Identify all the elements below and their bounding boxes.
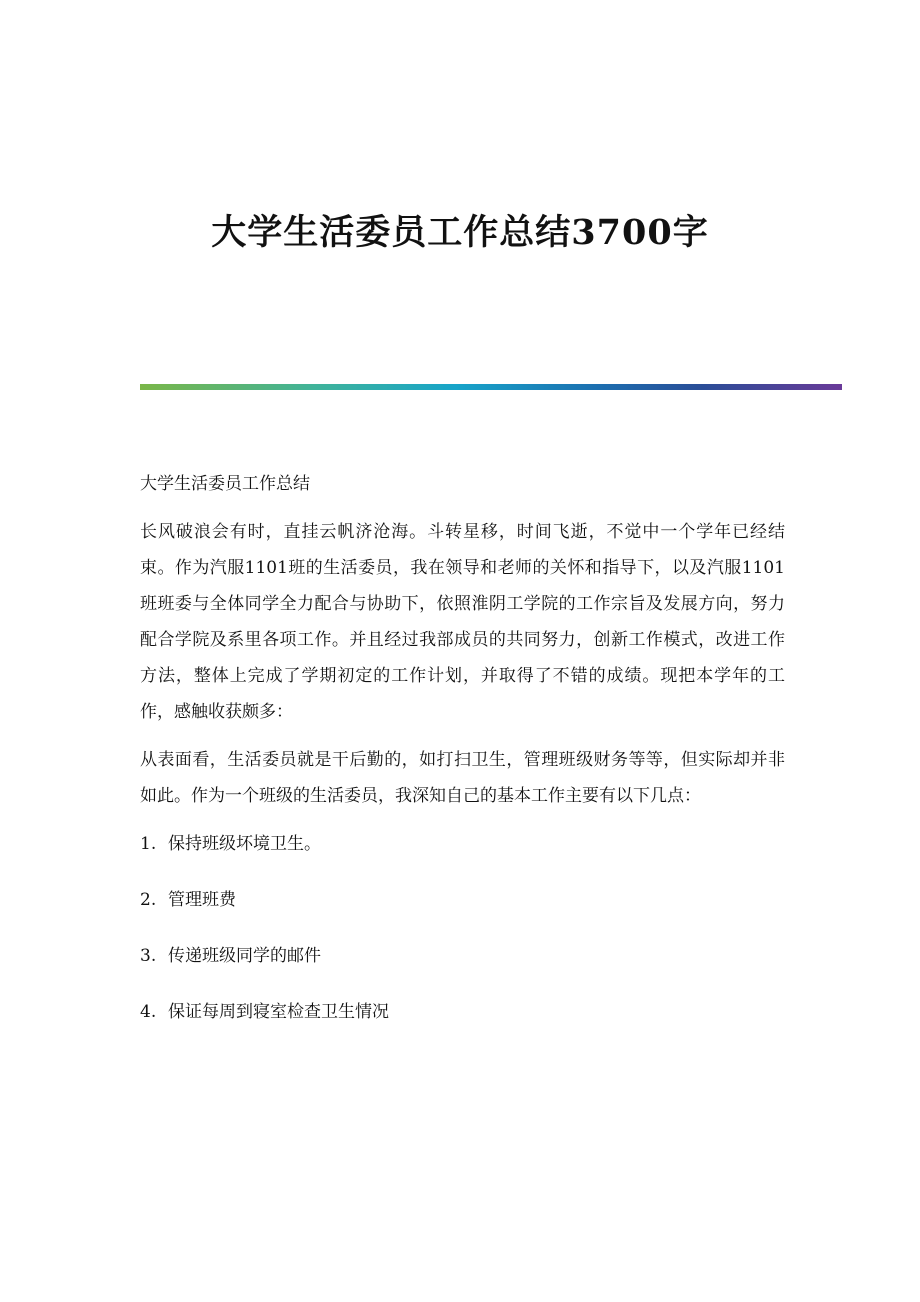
paragraph-duties: 从表面看，生活委员就是干后勤的，如打扫卫生，管理班级财务等等，但实际却并非如此。作为一个班级的生活委员，我深知自己的基本工作主要有以下几点： (140, 750, 785, 806)
list-item-text: 保证每周到寝室检查卫生情况 (168, 1002, 389, 1022)
duties-list (140, 826, 785, 1030)
paragraph-intro: 长风破浪会有时，直挂云帆济沧海。斗转星移，时间飞逝，不觉中一个学年已经结束。作为汽服1101班的生活委员，我在领导和老师的关怀和指导下，以及汽服1101班班委与全体同学全力配合与协助下，依照淮阴工学院的工作宗旨及发展方向，努力配合学院及系里各项工作。并且经过我部成员的共同努力，创新工作模式，改进工作方法，整体上完成了学期初定的工作计划，并取得了不错的成绩。现把本学年的工作，感触收获颇多： (140, 522, 785, 722)
list-item (140, 826, 785, 862)
document-body (140, 466, 785, 1050)
list-item-number: 4. (140, 1002, 157, 1022)
list-item (140, 882, 785, 918)
list-item (140, 938, 785, 974)
list-item-text: 保持班级坏境卫生。 (168, 834, 321, 854)
list-item-number: 1. (140, 834, 157, 854)
list-item-number: 3. (140, 946, 157, 966)
list-item-text: 管理班费 (168, 890, 236, 910)
document-title: 大学生活委员工作总结3700字 (211, 212, 709, 253)
section-heading: 大学生活委员工作总结 (140, 474, 310, 494)
list-item-number: 2. (140, 890, 157, 910)
list-item-text: 传递班级同学的邮件 (168, 946, 321, 966)
title-divider (140, 384, 842, 390)
list-item (140, 994, 785, 1030)
